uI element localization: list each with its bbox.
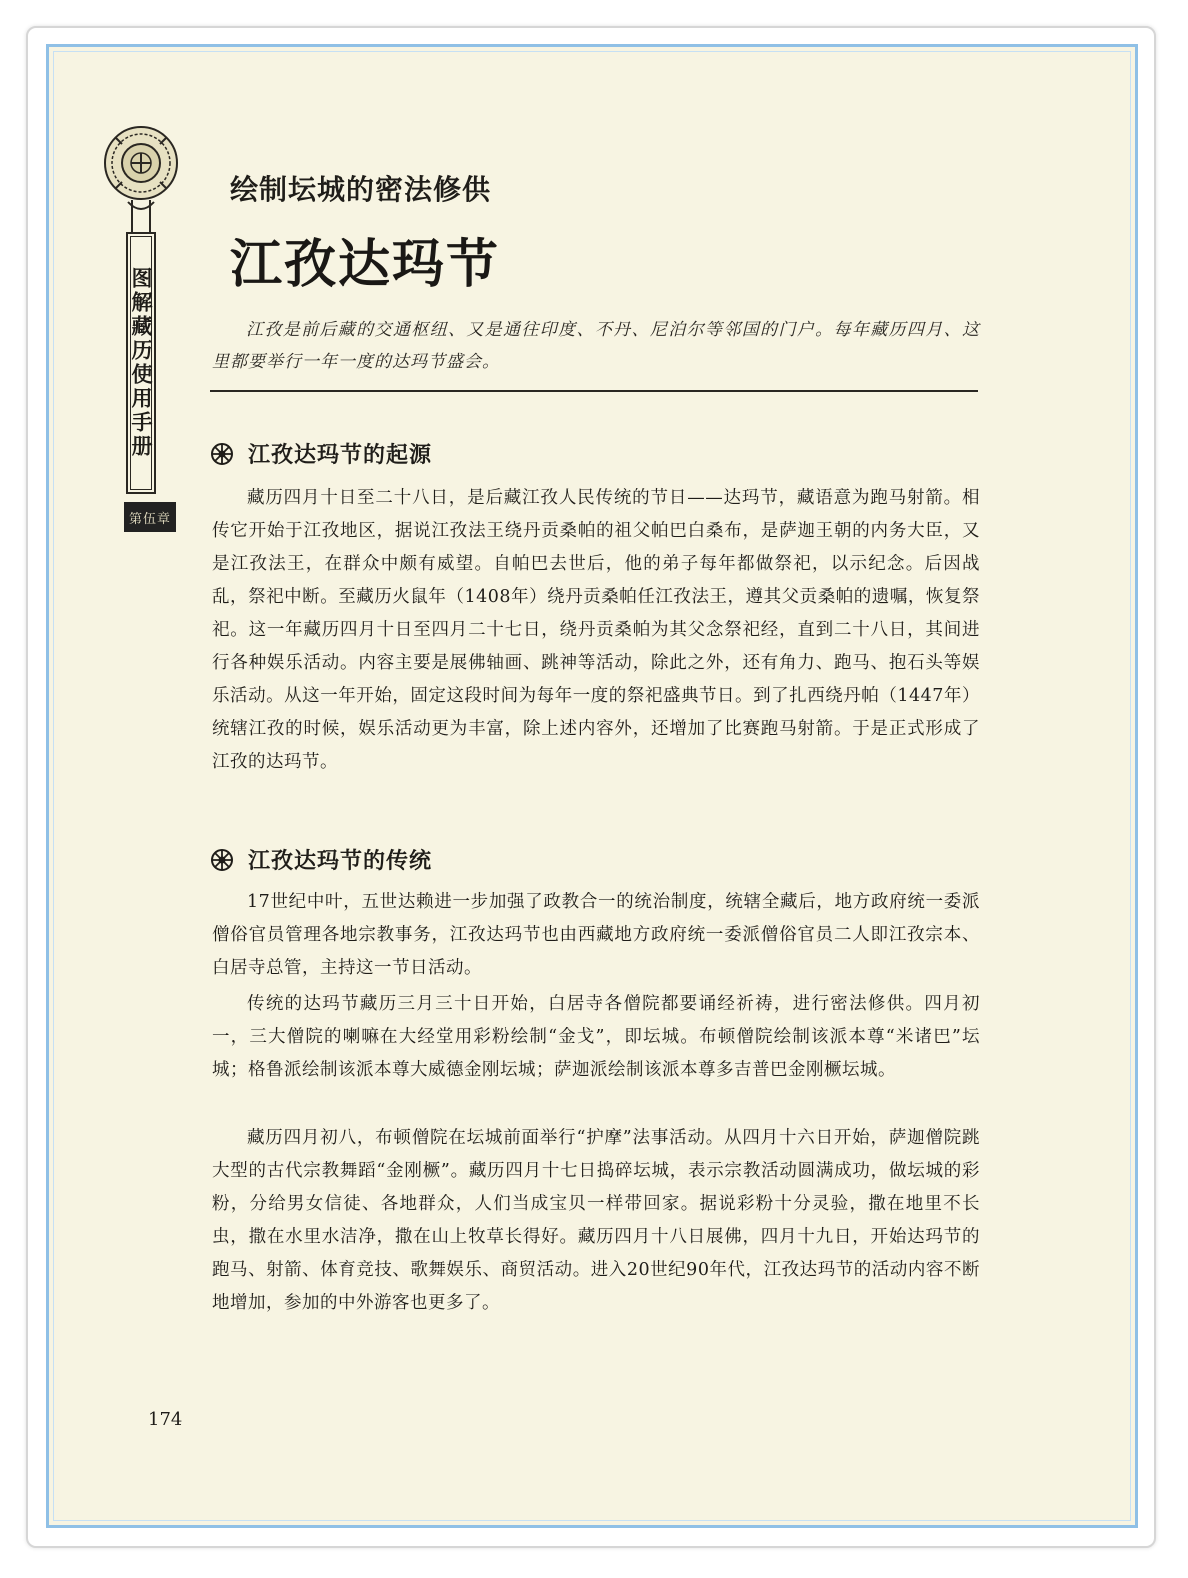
book-page <box>54 52 1130 1520</box>
section-heading <box>210 844 432 875</box>
page-number: 174 <box>148 1409 183 1430</box>
body-paragraph: 传统的达玛节藏历三月三十日开始，白居寺各僧院都要诵经祈祷，进行密法修供。四月初一，三大僧院的喇嘛在大经堂用彩粉绘制“金戈”，即坛城。布顿僧院绘制该派本尊“米诸巴”坛城；格鲁派绘制该派本尊大威德金刚坛城；萨迦派绘制该派本尊多吉普巴金刚橛坛城。 <box>212 994 980 1080</box>
book-title-vertical <box>126 232 156 494</box>
body-paragraph: 藏历四月初八，布顿僧院在坛城前面举行“护摩”法事活动。从四月十六日开始，萨迦僧院跳大型的古代宗教舞蹈“金刚橛”。藏历四月十七日捣碎坛城，表示宗教活动圆满成功，做坛城的彩粉，分给男女信徒、各地群众，人们当成宝贝一样带回家。据说彩粉十分灵验，撒在地里不长虫，撒在水里水洁净，撒在山上牧草长得好。藏历四月十八日展佛，四月十九日，开始达玛节的跑马、射箭、体育竞技、歌舞娱乐、商贸活动。进入20世纪90年代，江孜达玛节的活动内容不断地增加，参加的中外游客也更多了。 <box>212 1128 980 1313</box>
mandala-emblem-icon <box>102 124 180 242</box>
chapter-label: 第伍章 <box>124 502 176 532</box>
section-heading-text: 江孜达玛节的传统 <box>248 849 433 874</box>
intro-paragraph: 江孜是前后藏的交通枢纽、又是通往印度、不丹、尼泊尔等邻国的门户。每年藏历四月、这里都要举行一年一度的达玛节盛会。 <box>212 320 980 372</box>
body-paragraph: 藏历四月十日至二十八日，是后藏江孜人民传统的节日——达玛节，藏语意为跑马射箭。相传它开始于江孜地区，据说江孜法王绕丹贡桑帕的祖父帕巴白桑布，是萨迦王朝的内务大臣，又是江孜法王，在群众中颇有威望。自帕巴去世后，他的弟子每年都做祭祀，以示纪念。后因战乱，祭祀中断。至藏历火鼠年（1408年）绕丹贡桑帕任江孜法王，遵其父贡桑帕的遗嘱，恢复祭祀。这一年藏历四月十日至四月二十七日，绕丹贡桑帕为其父念祭祀经，直到二十八日，其间进行各种娱乐活动。内容主要是展佛轴画、跳神等活动，除此之外，还有角力、跑马、抱石头等娱乐活动。从这一年开始，固定这段时间为每年一度的祭祀盛典节日。到了扎西绕丹帕（1447年）统辖江孜的时候，娱乐活动更为丰富，除上述内容外，还增加了比赛跑马射箭。于是正式形成了江孜的达玛节。 <box>212 488 980 772</box>
page-title: 江孜达玛节 <box>230 235 501 295</box>
page-subtitle: 绘制坛城的密法修供 <box>230 173 492 206</box>
divider <box>210 390 978 392</box>
book-title-text: 图解藏历使用手册 <box>129 267 154 459</box>
section-heading <box>210 438 432 469</box>
dharma-wheel-icon <box>210 848 234 872</box>
body-paragraph: 17世纪中叶，五世达赖进一步加强了政教合一的统治制度，统辖全藏后，地方政府统一委派僧俗官员管理各地宗教事务，江孜达玛节也由西藏地方政府统一委派僧俗官员二人即江孜宗本、白居寺总管，主持这一节日活动。 <box>212 892 980 978</box>
dharma-wheel-icon <box>210 442 234 466</box>
section-heading-text: 江孜达玛节的起源 <box>248 443 433 468</box>
